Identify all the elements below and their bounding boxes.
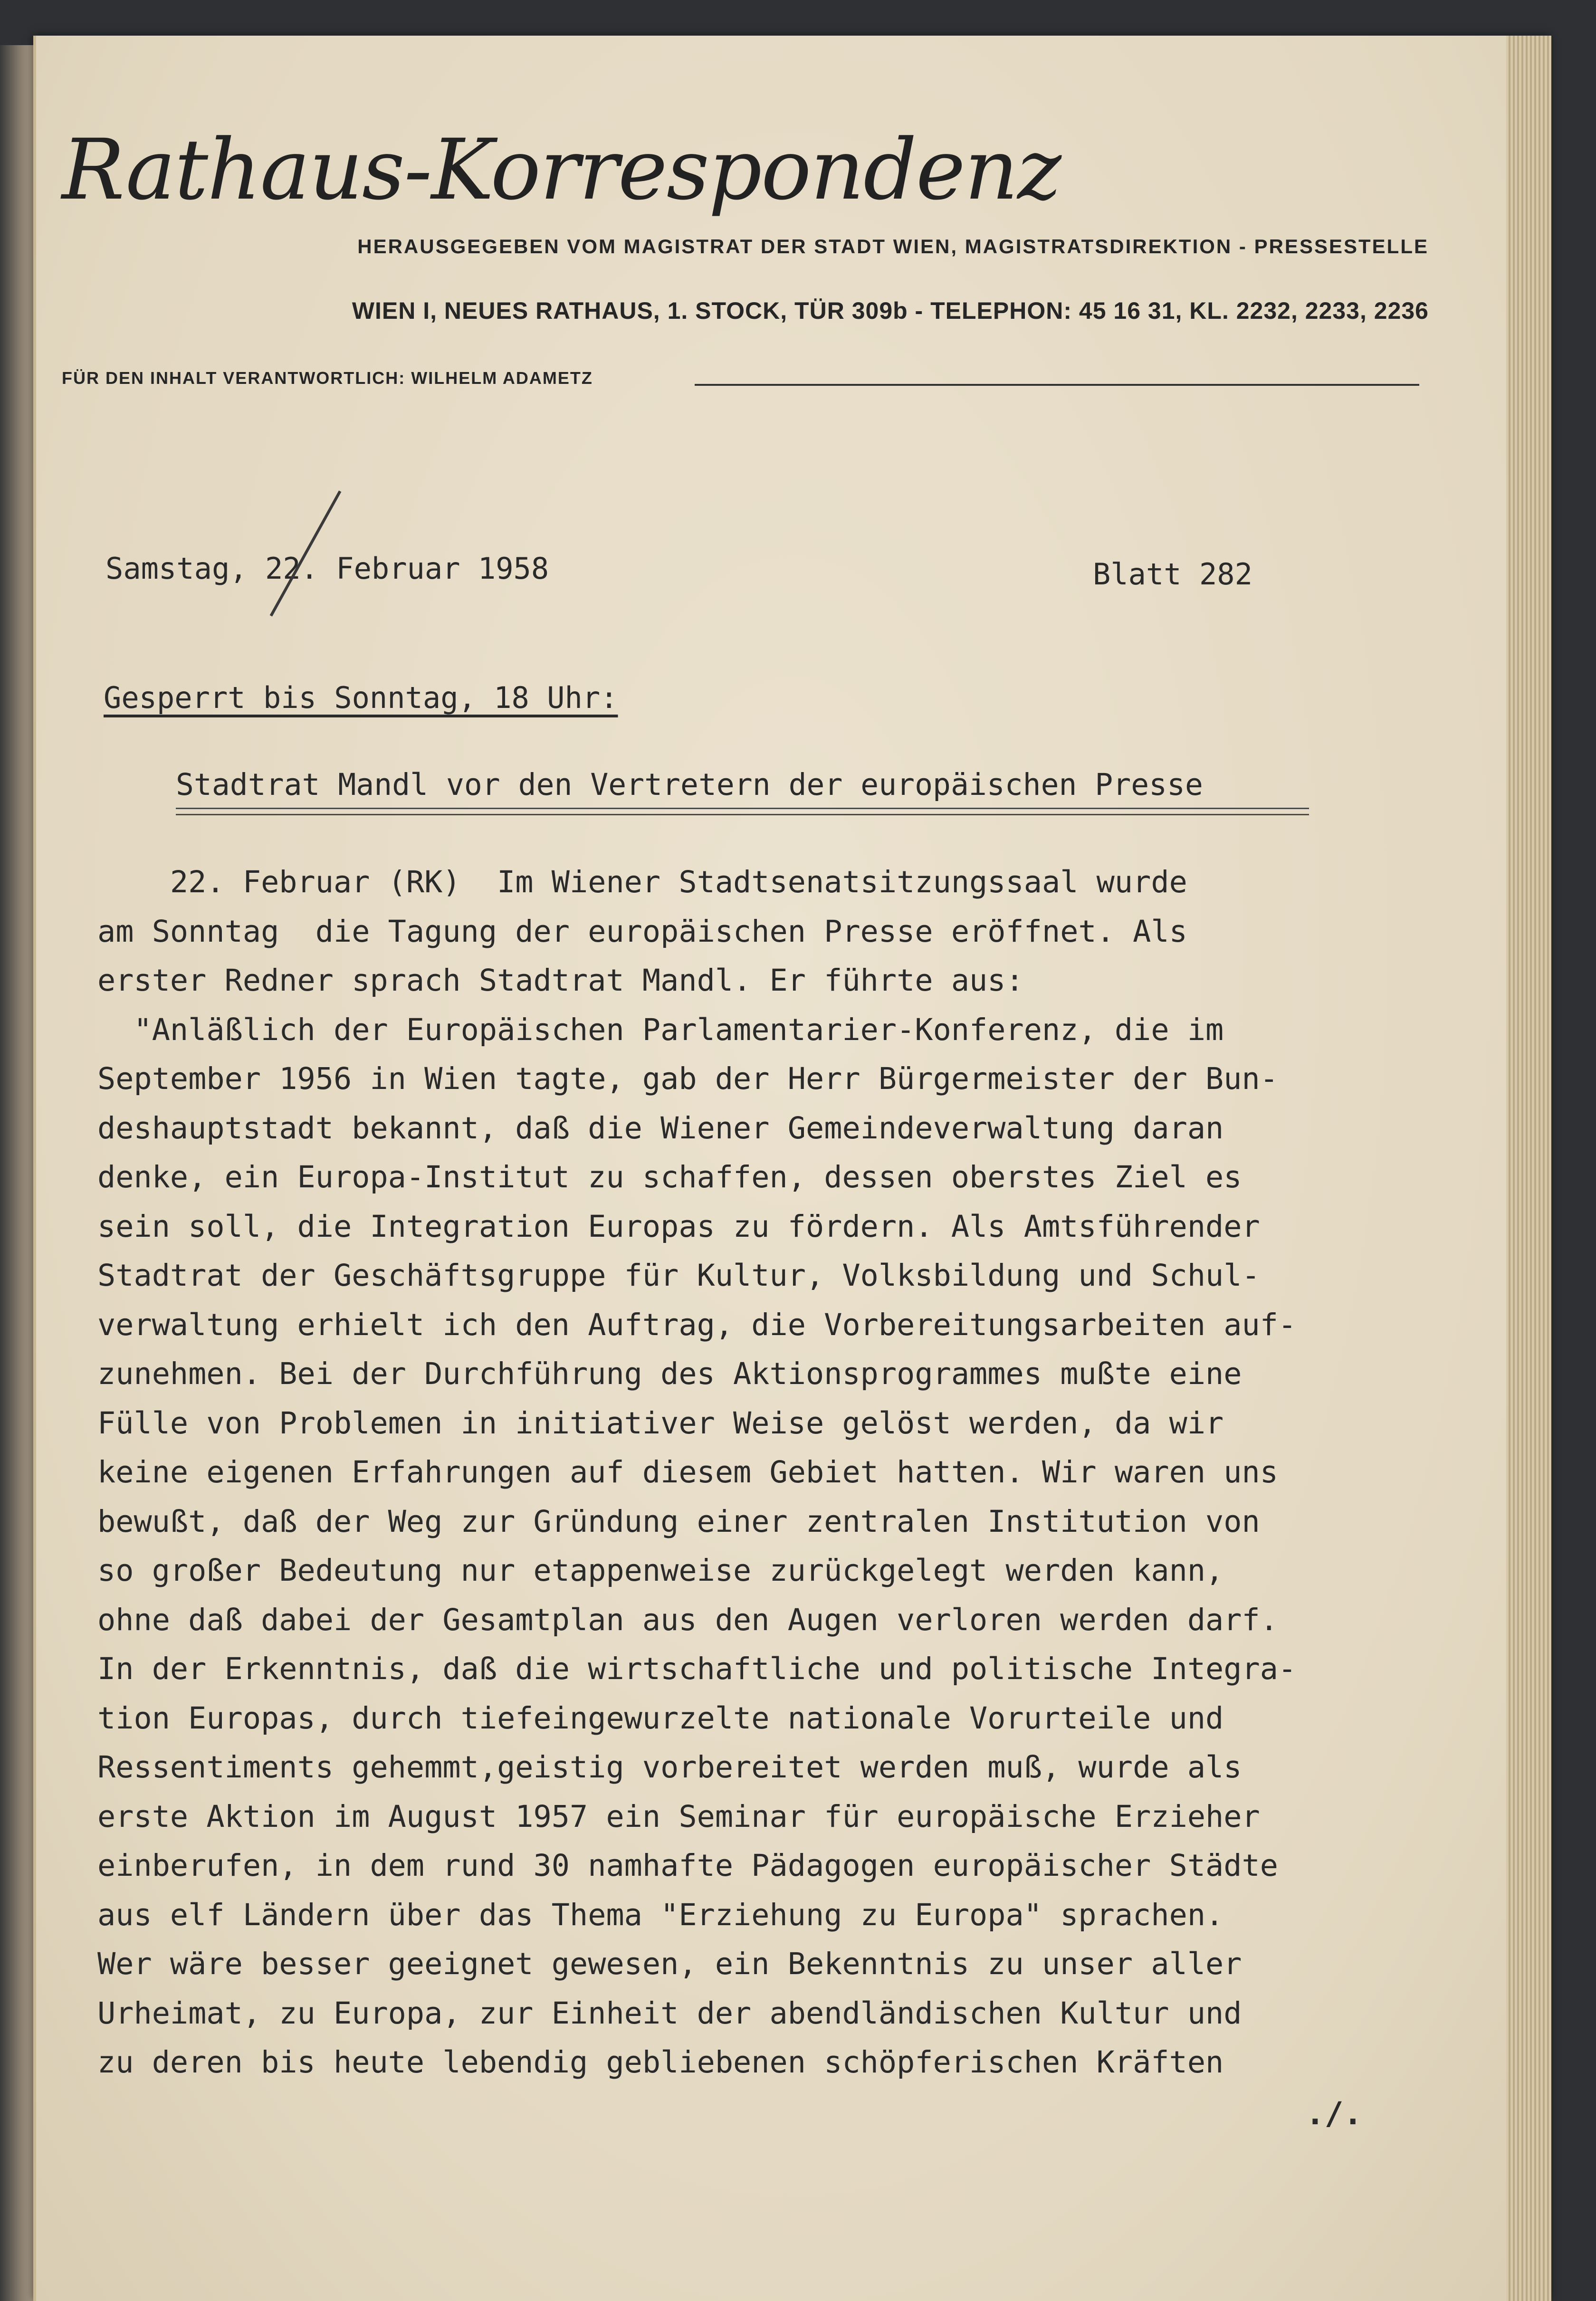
body-line: erster Redner sprach Stadtrat Mandl. Er führte aus: (97, 963, 1024, 998)
body-line: Fülle von Problemen in initiativer Weise gelöst werden, da wir (97, 1405, 1224, 1441)
responsible-editor-line: FÜR DEN INHALT VERANTWORTLICH: WILHELM ADAMETZ (62, 368, 593, 388)
body-line: Stadtrat der Geschäftsgruppe für Kultur, Volksbildung und Schul- (97, 1258, 1260, 1293)
body-line: sein soll, die Integration Europas zu fördern. Als Amtsführender (97, 1208, 1260, 1244)
body-line: deshauptstadt bekannt, daß die Wiener Gemeindeverwaltung daran (97, 1110, 1224, 1146)
body-line: am Sonntag die Tagung der europäischen Presse eröffnet. Als (97, 913, 1187, 949)
article-headline: Stadtrat Mandl vor den Vertretern der europäischen Presse (176, 767, 1203, 802)
body-line: In der Erkenntnis, daß die wirtschaftliche und politische Integra- (97, 1651, 1297, 1686)
body-line: Ressentiments gehemmt,geistig vorbereitet werden muß, wurde als (97, 1749, 1242, 1785)
body-line: 22. Februar (RK) Im Wiener Stadtsenatsitzungssaal wurde (97, 864, 1187, 899)
body-line: tion Europas, durch tiefeingewurzelte nationale Vorurteile und (97, 1700, 1224, 1736)
body-line: bewußt, daß der Weg zur Gründung einer zentralen Institution von (97, 1503, 1260, 1539)
continuation-mark: ./. (1306, 2095, 1363, 2132)
body-line: denke, ein Europa-Institut zu schaffen, dessen oberstes Ziel es (97, 1159, 1242, 1194)
body-line: Urheimat, zu Europa, zur Einheit der abendländischen Kultur und (97, 1995, 1242, 2031)
article-body (97, 858, 1423, 2087)
address-line: WIEN I, NEUES RATHAUS, 1. STOCK, TÜR 309b - TELEPHON: 45 16 31, KL. 2232, 2233, 2236 (352, 297, 1429, 324)
body-line: zunehmen. Bei der Durchführung des Aktionsprogrammes mußte eine (97, 1356, 1242, 1391)
body-line: erste Aktion im August 1957 ein Seminar für europäische Erzieher (97, 1798, 1260, 1834)
body-line: zu deren bis heute lebendig gebliebenen schöpferischen Kräften (97, 2044, 1224, 2080)
header-rule (695, 384, 1419, 386)
body-line: "Anläßlich der Europäischen Parlamentarier-Konferenz, die im (97, 1012, 1224, 1047)
body-line: September 1956 in Wien tagte, gab der Herr Bürgermeister der Bun- (97, 1061, 1278, 1096)
body-line: Wer wäre besser geeignet gewesen, ein Bekenntnis zu unser aller (97, 1946, 1242, 1981)
body-line: aus elf Ländern über das Thema "Erziehung zu Europa" sprachen. (97, 1897, 1224, 1932)
body-line: verwaltung erhielt ich den Auftrag, die Vorbereitungsarbeiten auf- (97, 1307, 1297, 1342)
embargo-notice: Gesperrt bis Sonntag, 18 Uhr: (104, 680, 618, 715)
page-edges (1506, 36, 1551, 2301)
headline-double-rule (176, 808, 1309, 815)
masthead-title: Rathaus-Korrespondenz (62, 121, 1061, 219)
body-line: so großer Bedeutung nur etappenweise zurückgelegt werden kann, (97, 1553, 1224, 1588)
body-line: keine eigenen Erfahrungen auf diesem Gebiet hatten. Wir waren uns (97, 1454, 1278, 1489)
body-line: einberufen, in dem rund 30 namhafte Pädagogen europäischer Städte (97, 1848, 1278, 1883)
document-date: Samstag, 22. Februar 1958 (105, 551, 549, 586)
publisher-line: HERAUSGEGEBEN VOM MAGISTRAT DER STADT WIEN, MAGISTRATSDIREKTION - PRESSESTELLE (357, 235, 1429, 258)
sheet-number: Blatt 282 (1093, 557, 1252, 592)
body-line: ohne daß dabei der Gesamtplan aus den Augen verloren werden darf. (97, 1602, 1278, 1637)
